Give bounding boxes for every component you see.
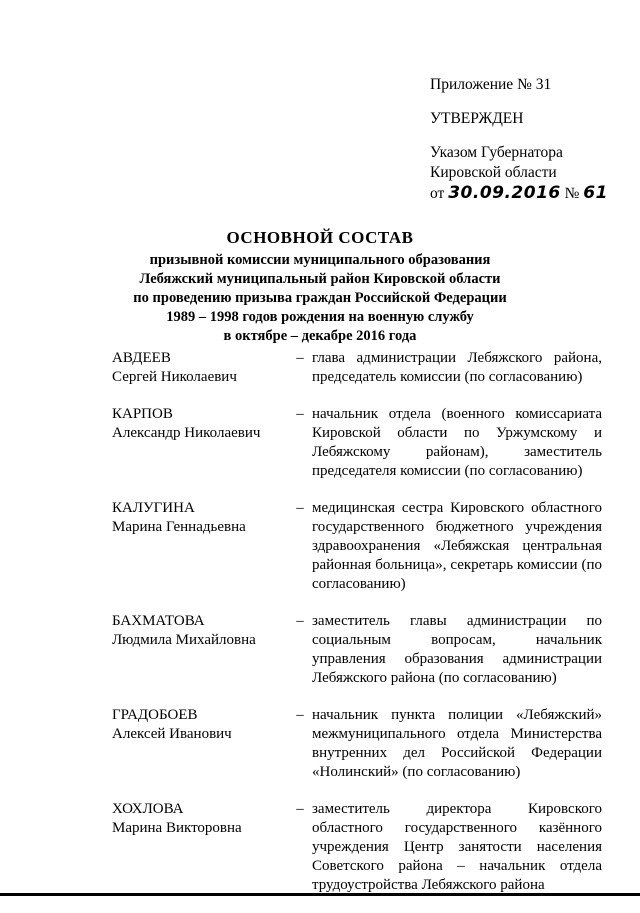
handwritten-date: 30.09.2016	[448, 183, 561, 203]
dash-separator: –	[296, 801, 304, 817]
member-name	[112, 800, 288, 895]
commission-member-list	[112, 349, 602, 913]
dash-separator: –	[296, 500, 304, 516]
dash-separator: –	[296, 707, 304, 723]
number-prefix: №	[564, 185, 580, 202]
document-title: ОСНОВНОЙ СОСТАВ	[226, 228, 414, 247]
member-entry	[112, 499, 602, 594]
member-surname: ГРАДОБОЕВ	[112, 707, 198, 723]
appendix-number: Приложение № 31	[430, 76, 552, 93]
member-given-name: Марина Геннадьевна	[112, 519, 246, 535]
dash-separator: –	[296, 406, 304, 422]
member-surname: ХОХЛОВА	[112, 801, 184, 817]
decree-line-2: Кировской области	[430, 164, 557, 181]
member-entry	[112, 349, 602, 387]
member-role: глава администрации Лебяжского района, председатель комиссии (по согласованию)	[312, 350, 602, 385]
heading-line: по проведению призыва граждан Российской Федерации	[133, 290, 507, 306]
document-heading	[110, 227, 530, 346]
member-entry	[112, 706, 602, 782]
member-role: начальник отдела (военного комиссариата Кировской области по Уржумскому и Лебяжскому районам), заместитель председателя комиссии (по согласованию)	[312, 406, 602, 479]
member-name	[112, 349, 288, 387]
member-role: заместитель директора Кировского областного государственного казённого учреждения Центр занятости населения Советского района – начальник отдела трудоустройства Лебяжского района	[312, 801, 602, 893]
member-entry	[112, 800, 602, 895]
member-name	[112, 612, 288, 688]
dash-separator: –	[296, 613, 304, 629]
member-role: заместитель главы администрации по социальным вопросам, начальник управления образования администрации Лебяжского района (по согласованию)	[312, 613, 602, 686]
handwritten-number: 61	[583, 183, 608, 203]
member-given-name: Марина Викторовна	[112, 820, 242, 836]
member-given-name: Алексей Иванович	[112, 726, 232, 742]
decree-date-line	[430, 183, 608, 204]
member-role: медицинская сестра Кировского областного государственного бюджетного учреждения здравоохранения «Лебяжская центральная районная больница», секретарь комиссии (по согласованию)	[312, 500, 602, 592]
member-given-name: Александр Николаевич	[112, 425, 261, 441]
heading-line: призывной комиссии муниципального образования	[149, 252, 491, 268]
member-entry	[112, 612, 602, 688]
heading-line: в октябре – декабре 2016 года	[223, 328, 417, 344]
member-surname: АВДЕЕВ	[112, 350, 171, 366]
member-given-name: Сергей Николаевич	[112, 369, 237, 385]
heading-line: 1989 – 1998 годов рождения на военную службу	[166, 309, 474, 325]
member-surname: КАЛУГИНА	[112, 500, 195, 516]
decree-line-1: Указом Губернатора	[430, 144, 563, 161]
approval-block	[430, 75, 608, 204]
member-given-name: Людмила Михайловна	[112, 632, 256, 648]
heading-line: Лебяжский муниципальный район Кировской области	[139, 271, 501, 287]
dash-separator: –	[296, 350, 304, 366]
member-name	[112, 405, 288, 481]
approved-label: УТВЕРЖДЕН	[430, 110, 524, 127]
member-surname: КАРПОВ	[112, 406, 173, 422]
member-entry	[112, 405, 602, 481]
date-prefix: от	[430, 185, 445, 202]
member-role: начальник пункта полиции «Лебяжский» межмуниципального отдела Министерства внутренних дел Российской Федерации «Нолинский» (по согласованию)	[312, 707, 602, 780]
member-name	[112, 499, 288, 594]
member-name	[112, 706, 288, 782]
member-surname: БАХМАТОВА	[112, 613, 205, 629]
bottom-scan-border	[0, 893, 640, 896]
